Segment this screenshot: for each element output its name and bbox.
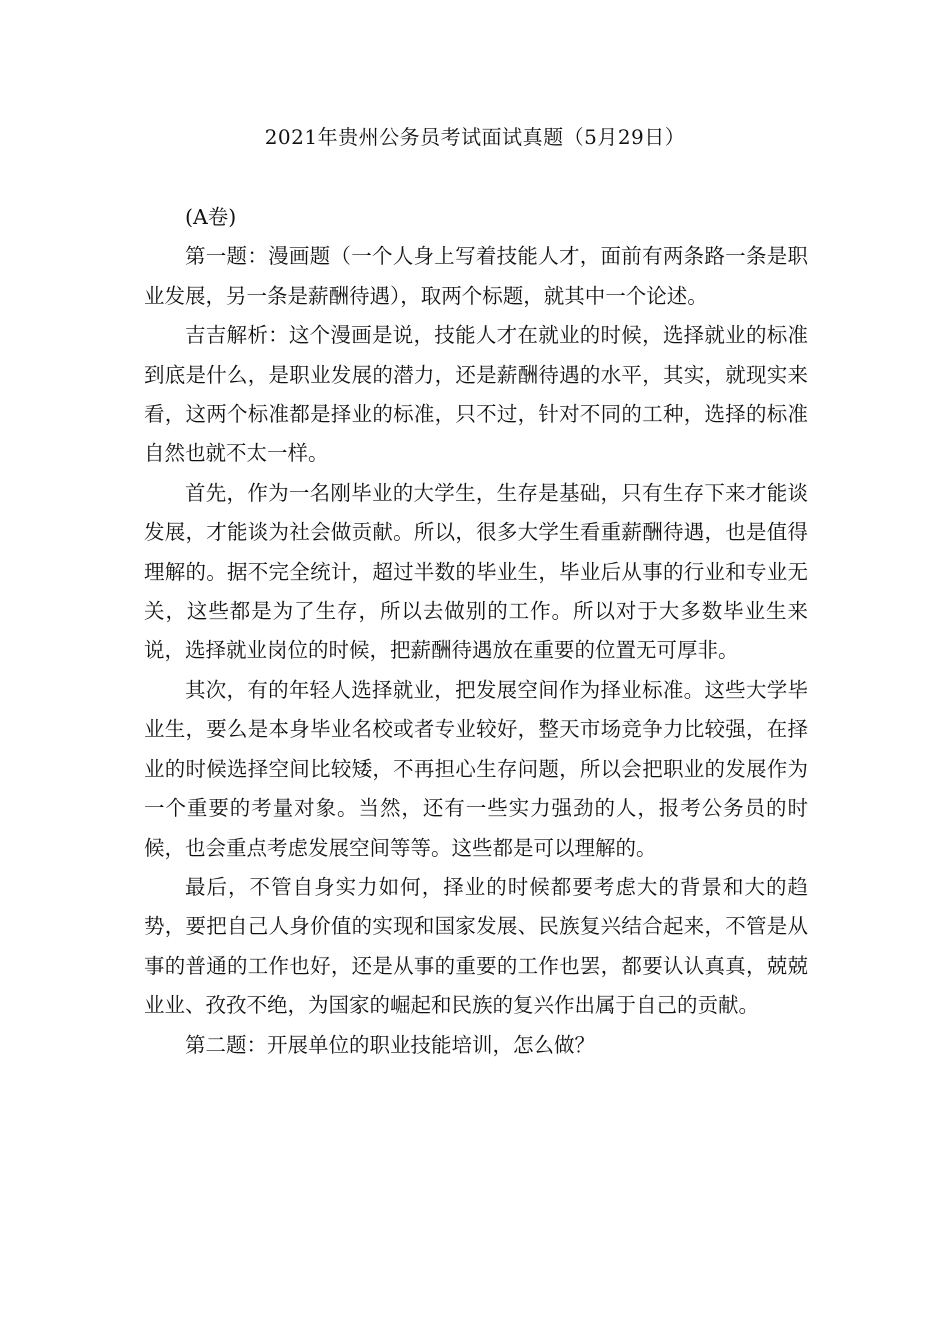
- paragraph-analysis: 吉吉解析：这个漫画是说，技能人才在就业的时候，选择就业的标准到底是什么，是职业发展的潜力，还是薪酬待遇的水平，其实，就现实来看，这两个标准都是择业的标准，只不过，针对不同的工种，选择的标准自然也就不太一样。: [144, 323, 808, 466]
- paragraph-question-2: 第二题：开展单位的职业技能培训，怎么做？: [185, 1032, 595, 1057]
- paragraph-paper-label: (A卷): [185, 205, 237, 229]
- paragraph-final-point: 最后，不管自身实力如何，择业的时候都要考虑大的背景和大的趋势，要把自己人身价值的实现和国家发展、民族复兴结合起来，不管是从事的普通的工作也好，还是从事的重要的工作也罢，都要认认真真，兢兢业业、孜孜不绝，为国家的崛起和民族的复兴作出属于自己的贡献。: [144, 874, 808, 1018]
- document-body: [144, 198, 808, 1065]
- paragraph-second-point: 其次，有的年轻人选择就业，把发展空间作为择业标准。这些大学毕业生，要么是本身毕业名校或者专业较好，整天市场竞争力比较强，在择业的时候选择空间比较矮，不再担心生存问题，所以会把职业的发展作为一个重要的考量对象。当然，还有一些实力强劲的人，报考公务员的时候，也会重点考虑发展空间等等。这些都是可以理解的。: [144, 677, 808, 860]
- document-title: 2021年贵州公务员考试面试真题（5月29日）: [264, 125, 686, 149]
- paragraph-first-point: 首先，作为一名刚毕业的大学生，生存是基础，只有生存下来才能谈发展，才能谈为社会做贡献。所以，很多大学生看重薪酬待遇，也是值得理解的。据不完全统计，超过半数的毕业生，毕业后从事的行业和专业无关，这些都是为了生存，所以去做别的工作。所以对于大多数毕业生来说，选择就业岗位的时候，把薪酬待遇放在重要的位置无可厚非。: [144, 480, 808, 663]
- paragraph-question-1: 第一题：漫画题（一个人身上写着技能人才，面前有两条路一条是职业发展，另一条是薪酬待遇），取两个标题，就其中一个论述。: [144, 244, 808, 308]
